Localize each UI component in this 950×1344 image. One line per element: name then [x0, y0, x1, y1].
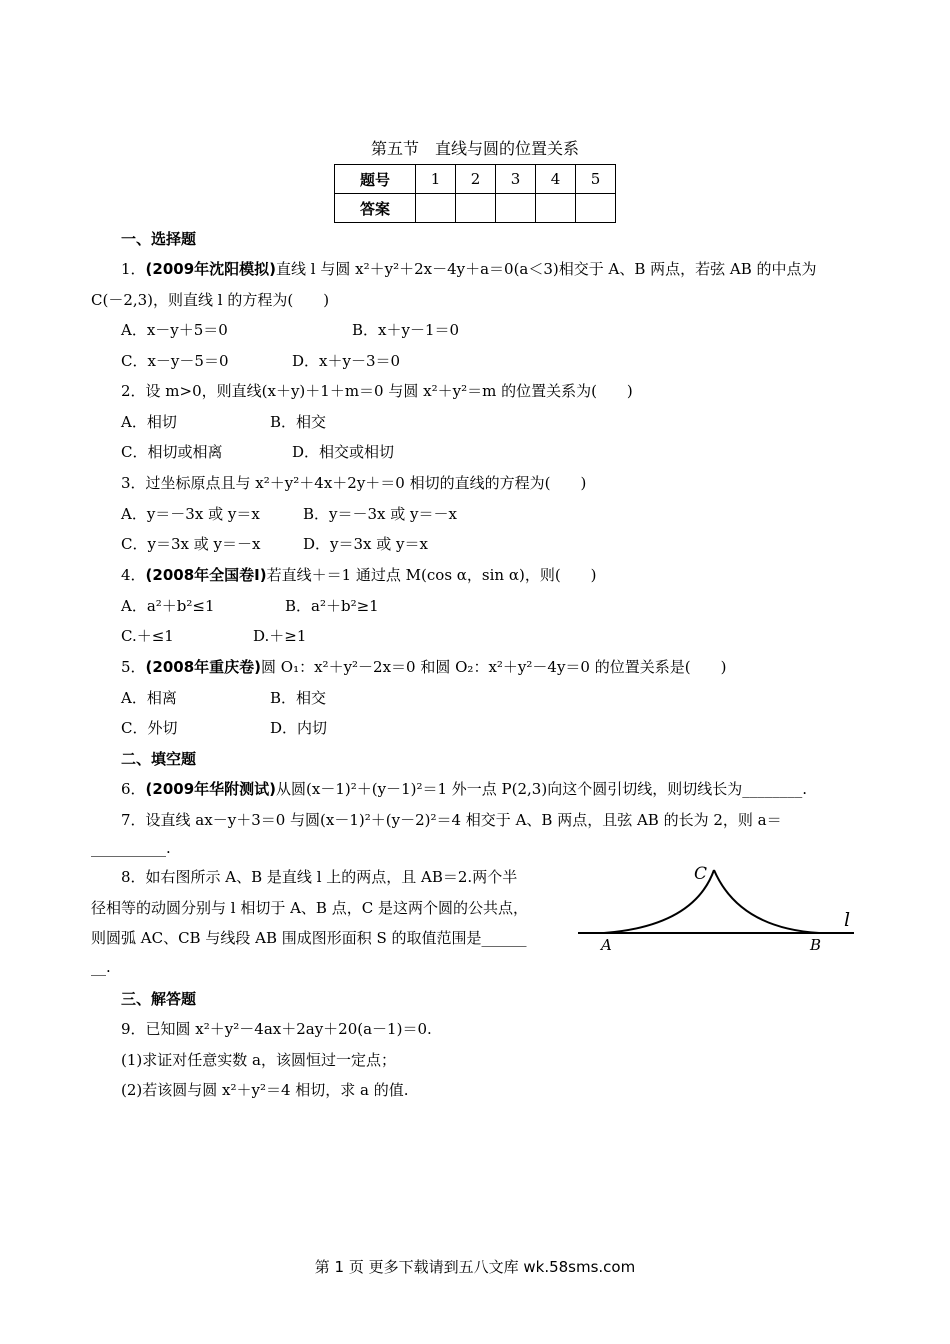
question-3-option-b: B．y＝－3x 或 y＝－x: [303, 505, 457, 523]
question-6-source: (2009年华附测试): [145, 780, 277, 798]
answer-cell[interactable]: [576, 194, 616, 223]
question-5-line-1: 5．(2008年重庆卷)圆 O₁：x²＋y²－2x＝0 和圆 O₂：x²＋y²－4y＝0 的位置关系是( ): [121, 658, 727, 676]
question-8-line-3: 则圆弧 AC、CB 与线段 AB 围成图形面积 S 的取值范围是______: [91, 929, 527, 947]
table-header-number: 题号: [335, 165, 416, 194]
table-cell: 3: [496, 165, 536, 194]
question-3-option-d: D．y＝3x 或 y＝x: [303, 535, 428, 553]
table-cell: 2: [456, 165, 496, 194]
question-8-line-2: 径相等的动圆分别与 l 相切于 A、B 点，C 是这两个圆的公共点，: [91, 899, 528, 917]
geometry-figure: [574, 858, 864, 958]
question-2-option-a: A．相切: [121, 413, 177, 431]
question-3-option-a: A．y＝－3x 或 y＝x: [121, 505, 260, 523]
question-5-option-d: D．内切: [270, 719, 328, 737]
question-8-line-4: __.: [91, 958, 111, 976]
question-1-source: (2009年沈阳模拟): [145, 260, 277, 278]
answer-cell[interactable]: [456, 194, 496, 223]
question-5-option-c: C．外切: [121, 719, 178, 737]
answer-table: [334, 164, 616, 223]
question-7-line-2: __________.: [91, 839, 171, 857]
question-4-option-a: A．a²＋b²≤1: [121, 597, 215, 615]
page-title: 第五节 直线与圆的位置关系: [370, 139, 579, 158]
question-8-line-1: 8．如右图所示 A、B 是直线 l 上的两点，且 AB＝2.两个半: [121, 868, 518, 886]
question-6-text: 从圆(x－1)²＋(y－1)²＝1 外一点 P(2,3)向这个圆引切线，则切线长为________.: [276, 780, 807, 798]
question-9-line-2: (1)求证对任意实数 a，该圆恒过一定点；: [121, 1051, 396, 1069]
table-header-answer: 答案: [335, 194, 416, 223]
section-heading-solve: 三、解答题: [121, 990, 197, 1008]
section-heading-choice: 一、选择题: [121, 230, 197, 248]
question-5-source: (2008年重庆卷): [145, 658, 262, 676]
question-1-line-1: 1．(2009年沈阳模拟)直线 l 与圆 x²＋y²＋2x－4y＋a＝0(a＜3)相交于 A、B 两点，若弦 AB 的中点为: [121, 260, 817, 278]
question-1-text: 直线 l 与圆 x²＋y²＋2x－4y＋a＝0(a＜3)相交于 A、B 两点，若弦 AB 的中点为: [276, 260, 817, 278]
arc-cb: [714, 870, 819, 933]
label-l: l: [844, 909, 851, 931]
question-5-text: 圆 O₁：x²＋y²－2x＝0 和圆 O₂：x²＋y²－4y＝0 的位置关系是( ): [261, 658, 727, 676]
question-4-source: (2008年全国卷Ⅰ): [145, 566, 267, 584]
question-2-line-1: 2．设 m>0，则直线(x＋y)＋1＋m＝0 与圆 x²＋y²＝m 的位置关系为( ): [121, 382, 633, 400]
table-row: [335, 194, 616, 223]
table-cell: 1: [416, 165, 456, 194]
label-b: B: [810, 936, 822, 954]
question-2-option-c: C．相切或相离: [121, 443, 223, 461]
question-6-line-1: 6．(2009年华附测试)从圆(x－1)²＋(y－1)²＝1 外一点 P(2,3)向这个圆引切线，则切线长为________.: [121, 780, 807, 798]
question-4-option-b: B．a²＋b²≥1: [285, 597, 379, 615]
question-9-line-1: 9．已知圆 x²＋y²－4ax＋2ay＋20(a－1)＝0.: [121, 1020, 432, 1038]
question-4-option-c: C.＋≤1: [121, 627, 174, 645]
table-cell: 4: [536, 165, 576, 194]
question-4-option-d: D.＋≥1: [253, 627, 307, 645]
label-c: C: [694, 864, 708, 884]
question-5-option-b: B．相交: [270, 689, 327, 707]
question-4-text: 若直线＋＝1 通过点 M(cos α，sin α)，则( ): [266, 566, 597, 584]
question-1-option-a: A．x－y＋5＝0: [121, 321, 228, 339]
question-1-option-b: B．x＋y－1＝0: [352, 321, 460, 339]
page-footer: 第 1 页 更多下载请到五八文库 wk.58sms.com: [314, 1258, 636, 1276]
question-7-line-1: 7．设直线 ax－y＋3＝0 与圆(x－1)²＋(y－2)²＝4 相交于 A、B 两点，且弦 AB 的长为 2，则 a＝: [121, 811, 782, 829]
question-4-line-1: 4．(2008年全国卷Ⅰ)若直线＋＝1 通过点 M(cos α，sin α)，则( ): [121, 566, 597, 584]
question-3-line-1: 3．过坐标原点且与 x²＋y²＋4x＋2y＋＝0 相切的直线的方程为( ): [121, 474, 587, 492]
question-2-option-d: D．相交或相切: [292, 443, 395, 461]
answer-cell[interactable]: [496, 194, 536, 223]
table-cell: 5: [576, 165, 616, 194]
table-row: [335, 165, 616, 194]
question-1-option-c: C．x－y－5＝0: [121, 352, 229, 370]
question-1-option-d: D．x＋y－3＝0: [292, 352, 401, 370]
question-2-option-b: B．相交: [270, 413, 327, 431]
question-9-line-3: (2)若该圆与圆 x²＋y²＝4 相切，求 a 的值.: [121, 1081, 409, 1099]
question-3-option-c: C．y＝3x 或 y＝－x: [121, 535, 261, 553]
label-a: A: [601, 936, 612, 954]
question-5-option-a: A．相离: [121, 689, 177, 707]
answer-cell[interactable]: [416, 194, 456, 223]
section-heading-fill: 二、填空题: [121, 750, 197, 768]
answer-cell[interactable]: [536, 194, 576, 223]
question-1-line-2: C(－2,3)，则直线 l 的方程为( ): [91, 291, 330, 309]
